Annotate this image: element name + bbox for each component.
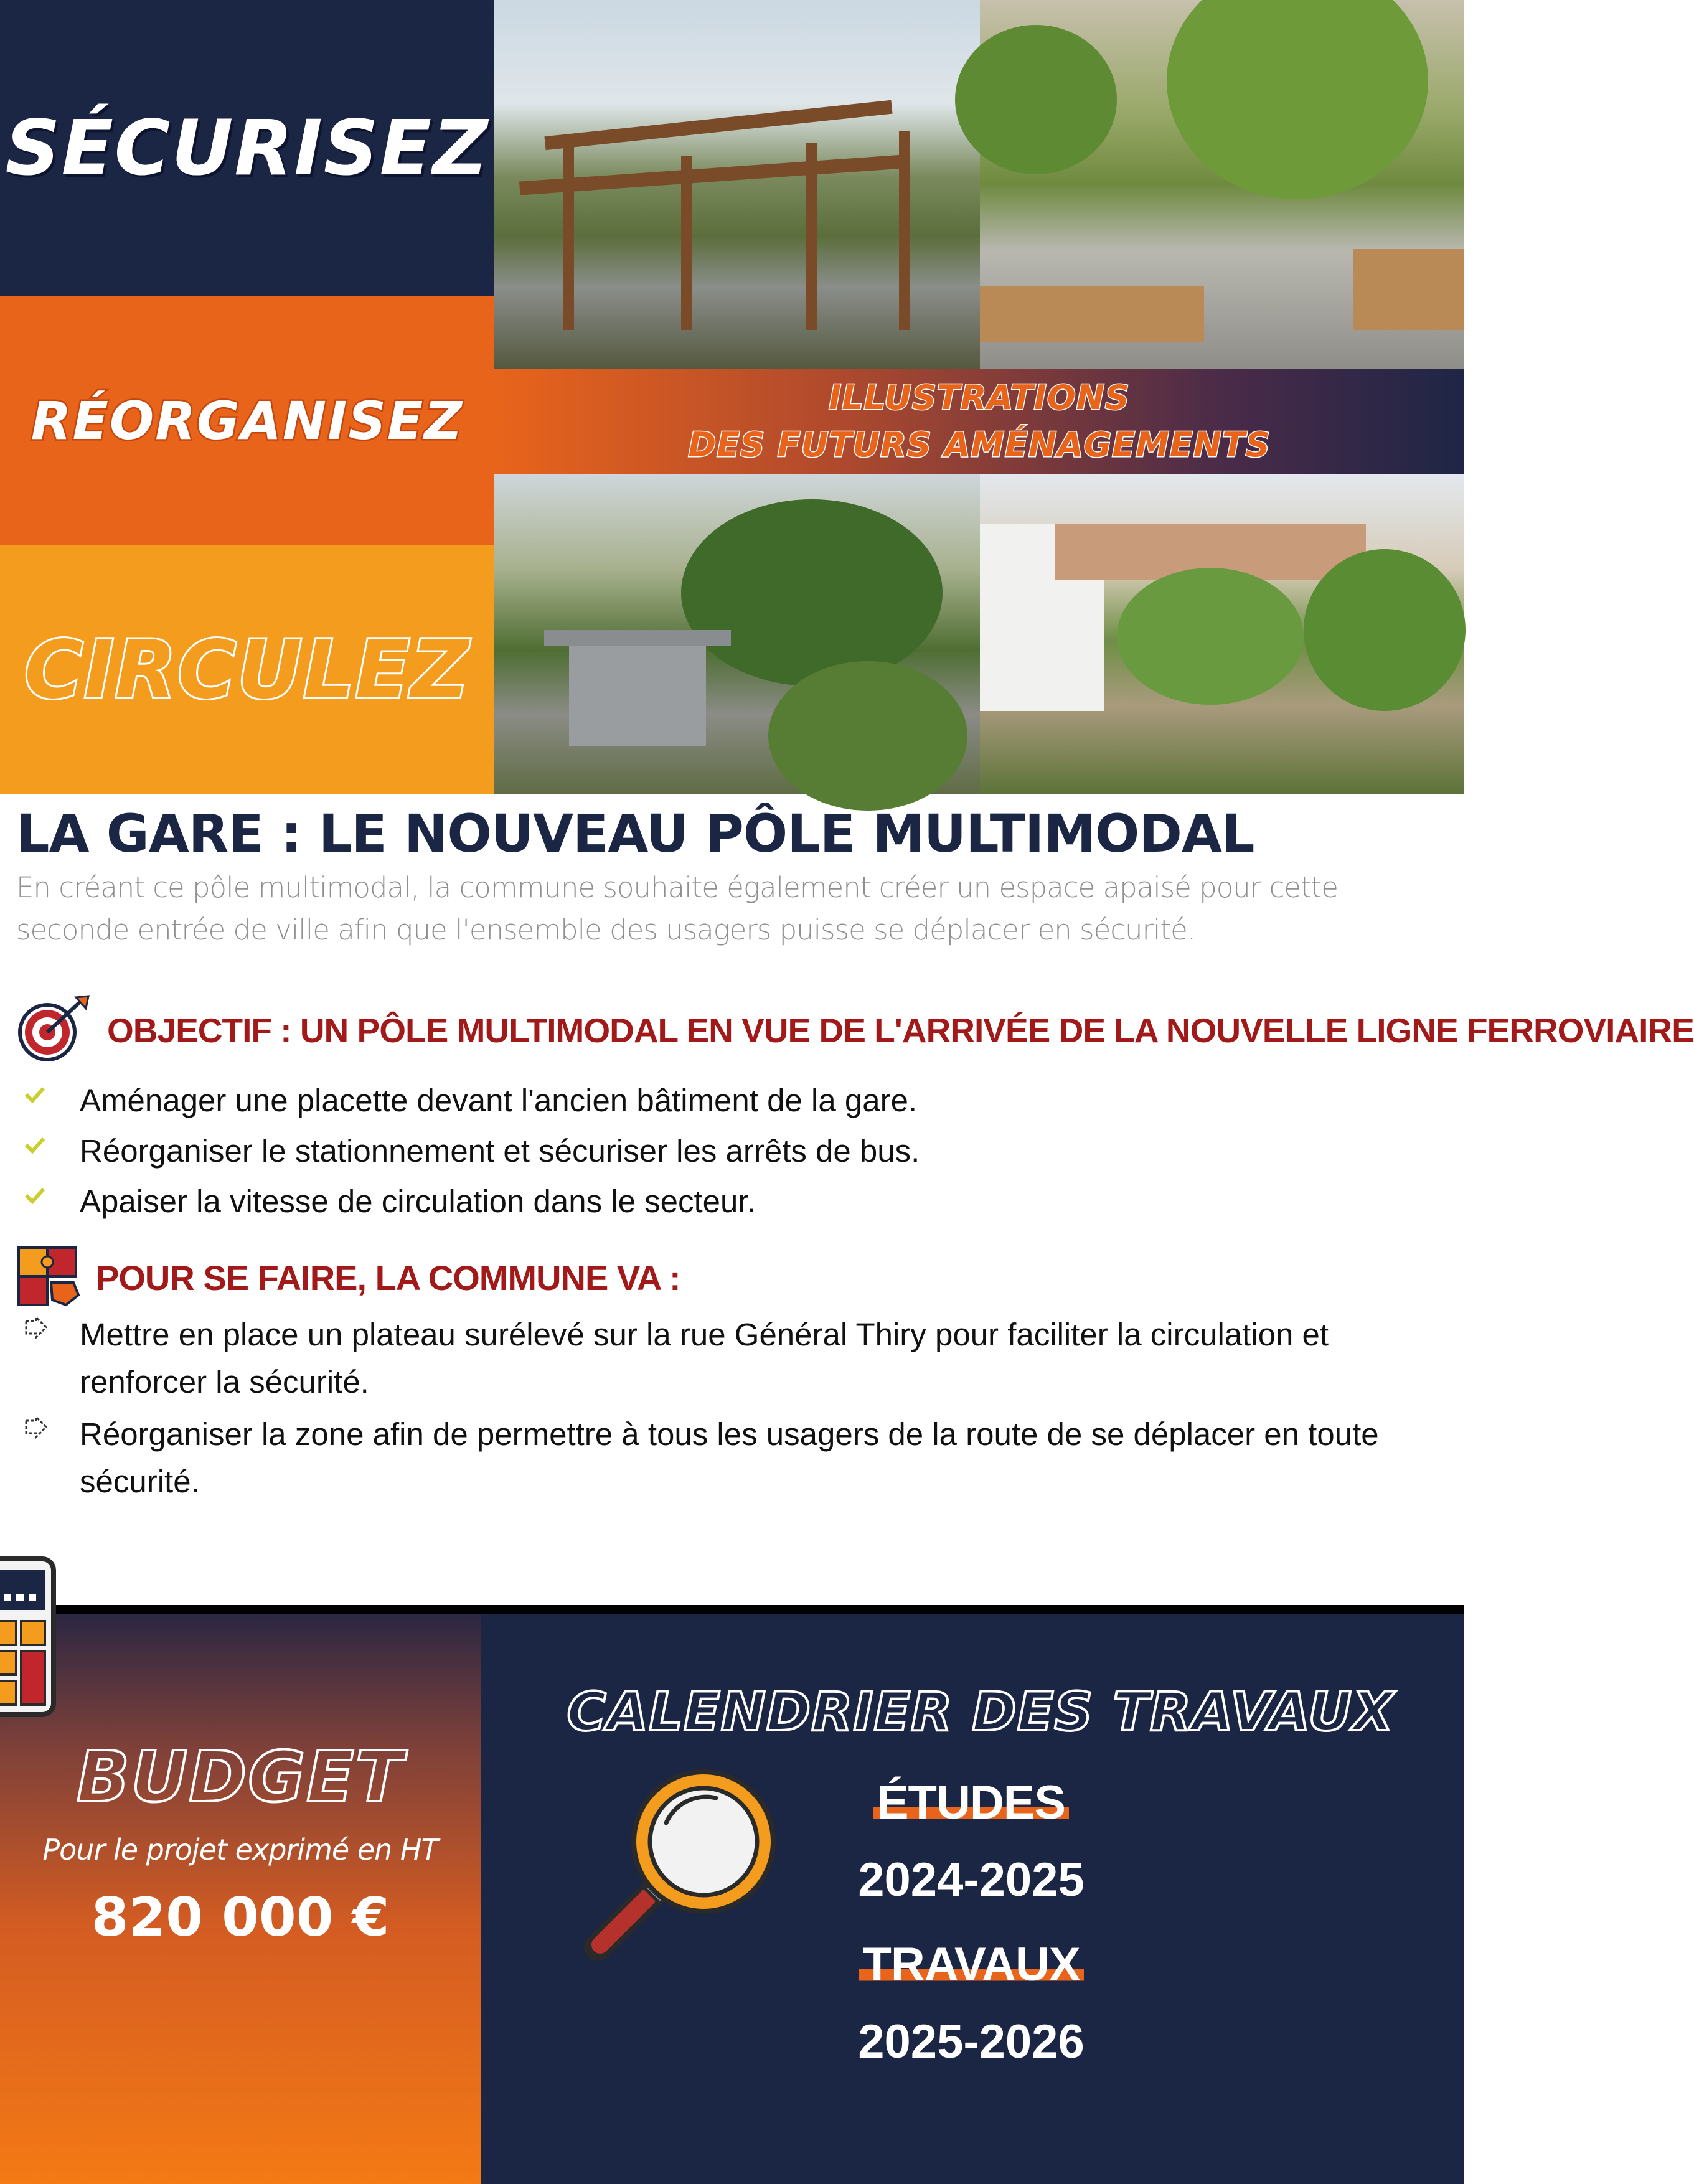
actions-heading: [16, 1245, 680, 1310]
banner-line-2: DES FUTURS AMÉNAGEMENTS: [688, 425, 1271, 464]
list-item: [22, 1129, 1454, 1179]
puzzle-icon: [16, 1245, 82, 1310]
banner-line-1: ILLUSTRATIONS: [829, 378, 1130, 417]
objective-item-text: Réorganiser le stationnement et sécuriser les arrêts de bus.: [80, 1133, 920, 1169]
action-item-text: Réorganiser la zone afin de permettre à tous les usagers de la route de se déplacer en toute sécurité.: [80, 1416, 1379, 1499]
band-reorganisez-text: RÉORGANISEZ: [31, 390, 464, 451]
list-item: [22, 1311, 1454, 1406]
arrow-icon: [22, 1411, 80, 1441]
phase-label-etudes: [809, 1776, 1133, 1830]
magnifier-icon: [573, 1754, 791, 1975]
actions-title: POUR SE FAIRE, LA COMMUNE VA :: [96, 1258, 680, 1297]
objective-list: [22, 1078, 1454, 1230]
actions-list: [22, 1311, 1454, 1510]
calculator-icon: [0, 1556, 60, 1721]
photo-benches-garden: [494, 474, 980, 794]
band-securisez-text: SÉCURISEZ: [5, 104, 489, 192]
photo-plaza-trees: [980, 0, 1464, 369]
check-icon: [22, 1129, 80, 1157]
objective-item-text: Aménager une placette devant l'ancien bâtiment de la gare.: [80, 1083, 918, 1118]
photo-station-render: [980, 474, 1464, 794]
phase-years-travaux: 2025-2026: [858, 2015, 1085, 2068]
budget-title: BUDGET: [76, 1737, 405, 1818]
phase-label-text: TRAVAUX: [859, 1937, 1083, 1992]
phase-years-etudes: 2024-2025: [858, 1853, 1085, 1906]
arrow-icon: [22, 1311, 80, 1341]
check-icon: [22, 1179, 80, 1208]
objective-item-text: Apaiser la vitesse de circulation dans le secteur.: [80, 1184, 756, 1219]
band-securisez: [0, 0, 494, 296]
page-title: LA GARE : LE NOUVEAU PÔLE MULTIMODAL: [16, 803, 1254, 864]
objective-title: OBJECTIF : UN PÔLE MULTIMODAL EN VUE DE L'ARRIVÉE DE LA NOUVELLE LIGNE FERROVIAIRE: [107, 1011, 1694, 1050]
check-icon: [22, 1078, 80, 1107]
list-item: [22, 1078, 1454, 1129]
objective-heading: [16, 995, 1694, 1066]
band-reorganisez: [0, 296, 494, 545]
phase-label-travaux: [809, 1937, 1133, 1992]
action-item-text: Mettre en place un plateau surélevé sur la rue Général Thiry pour faciliter la circulation et renforcer la sécurité.: [80, 1317, 1329, 1400]
footer-divider: [0, 1605, 1464, 1614]
budget-subtitle: Pour le projet exprimé en HT: [42, 1833, 438, 1866]
calendar-title: CALENDRIER DES TRAVAUX: [567, 1681, 1395, 1743]
intro-paragraph: En créant ce pôle multimodal, la commune souhaite également créer un espace apaisé pour cette seconde entrée de ville afin que l'ensemble des usagers puisse se déplacer en sécurité.: [16, 871, 1338, 946]
illustrations-banner: [494, 369, 1464, 474]
photo-pergola: [494, 0, 980, 369]
band-circulez: [0, 545, 494, 794]
target-icon: [16, 995, 91, 1066]
list-item: [22, 1411, 1454, 1505]
budget-amount: 820 000 €: [91, 1886, 390, 1949]
phase-label-text: ÉTUDES: [873, 1776, 1069, 1830]
list-item: [22, 1179, 1454, 1230]
band-circulez-text: CIRCULEZ: [24, 623, 470, 717]
